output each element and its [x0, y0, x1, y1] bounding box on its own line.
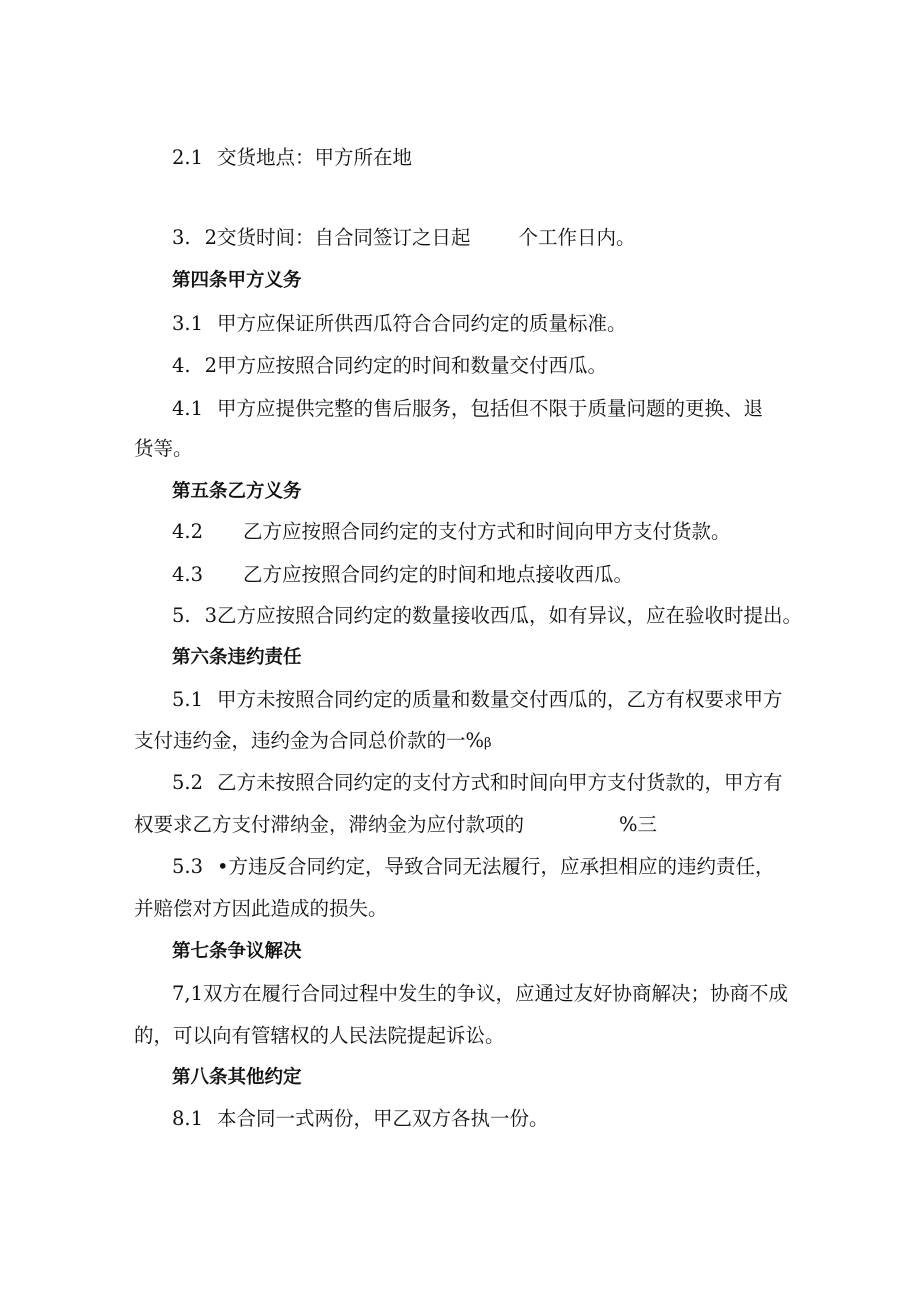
clause-4-1-continued: 货等。	[134, 437, 193, 460]
clause-number: 5.	[172, 604, 191, 627]
clause-number: 3.1	[172, 312, 204, 335]
clause-3-1	[172, 312, 834, 336]
clause-number: 4.	[172, 354, 191, 377]
clause-text: 甲方未按照合同约定的质量和数量交付西瓜的，乙方有权要求甲方	[217, 688, 783, 711]
clause-5-3	[172, 855, 834, 879]
clause-text: 乙方应按照合同约定的时间和地点接收西瓜。	[243, 563, 634, 586]
clause-text-tail: %三	[619, 813, 658, 836]
clause-5-3a	[172, 604, 834, 628]
clause-text-tail: 个工作日内。	[518, 226, 636, 249]
heading-article-6: 第六条违约责任	[172, 647, 302, 668]
clause-text: 交货地点：甲方所在地	[217, 146, 413, 169]
heading-article-4: 第四条甲方义务	[172, 270, 302, 291]
clause-number: 8.1	[172, 1107, 204, 1130]
clause-text: 支付违约金，违约金为合同总价款的一%	[134, 729, 485, 752]
clause-5-3-continued: 并赔偿对方因此造成的损失。	[134, 897, 388, 920]
clause-8-1	[172, 1107, 834, 1131]
clause-5-1	[172, 688, 834, 712]
clause-text: 2交货时间：自合同签订之日起	[204, 226, 471, 249]
clause-number: 5.3	[172, 855, 204, 878]
clause-3-2	[172, 226, 834, 250]
clause-number: 5.1	[172, 688, 204, 711]
clause-text: 3乙方应按照合同约定的数量接收西瓜，如有异议，应在验收时提出。	[204, 604, 803, 627]
clause-5-2	[172, 771, 834, 795]
heading-article-8: 第八条其他约定	[172, 1067, 302, 1088]
clause-text: 甲方应保证所供西瓜符合合同约定的质量标准。	[217, 312, 627, 335]
clause-number: 4.2	[172, 520, 204, 543]
heading-article-7: 第七条争议解决	[172, 941, 302, 962]
clause-4-2	[172, 354, 834, 378]
clause-text-tail: β	[484, 736, 492, 751]
clause-5-1-continued	[134, 729, 796, 756]
clause-4-2b	[172, 520, 834, 544]
clause-2-1	[172, 146, 834, 170]
clause-text: 2甲方应按照合同约定的时间和数量交付西瓜。	[204, 354, 608, 377]
clause-number: 3.	[172, 226, 191, 249]
clause-text: 乙方未按照合同约定的支付方式和时间向甲方支付货款的，甲方有	[217, 771, 783, 794]
clause-number: 5.2	[172, 771, 204, 794]
clause-number: 4.1	[172, 397, 204, 420]
clause-7-1: 7,1双方在履行合同过程中发生的争议，应通过友好协商解决；协商不成	[172, 982, 789, 1005]
clause-4-1	[172, 397, 834, 421]
clause-4-3	[172, 563, 834, 587]
clause-number: 2.1	[172, 146, 204, 169]
clause-7-1-continued: 的，可以向有管辖权的人民法院提起诉讼。	[134, 1024, 505, 1047]
heading-article-5: 第五条乙方义务	[172, 481, 302, 502]
clause-5-2-continued	[134, 813, 796, 837]
clause-number: 4.3	[172, 563, 204, 586]
clause-text: 权要求乙方支付滞纳金，滞纳金为应付款项的	[134, 813, 525, 836]
clause-text: 乙方应按照合同约定的支付方式和时间向甲方支付货款。	[243, 520, 731, 543]
clause-text: 本合同一式两份，甲乙双方各执一份。	[217, 1107, 549, 1130]
clause-text: 甲方应提供完整的售后服务，包括但不限于质量问题的更换、退	[217, 397, 764, 420]
clause-text: •方违反合同约定，导致合同无法履行，应承担相应的违约责任，	[217, 855, 775, 878]
